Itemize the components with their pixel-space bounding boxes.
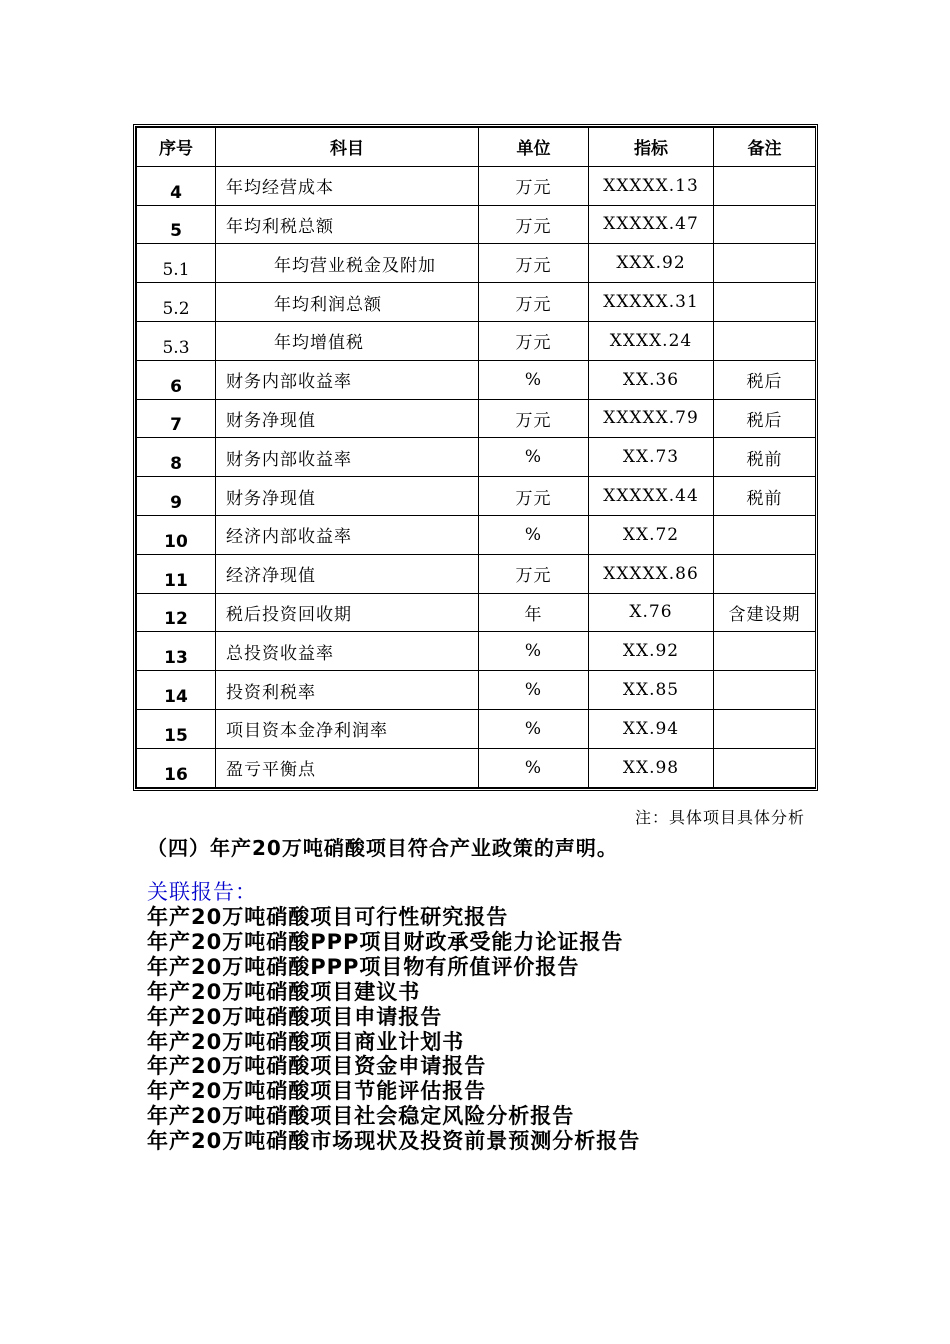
table-row [137, 477, 816, 516]
row-unit: 万元 [479, 205, 589, 244]
row-remark: 税前 [714, 438, 816, 477]
related-report-item: 年产20万吨硝酸项目可行性研究报告 [147, 905, 509, 929]
row-subject: 总投资收益率 [216, 632, 479, 671]
header-subject: 科目 [216, 128, 479, 167]
related-report-item: 年产20万吨硝酸市场现状及投资前景预测分析报告 [147, 1129, 641, 1154]
row-value: XX.36 [589, 360, 714, 399]
row-subject: 财务净现值 [216, 477, 479, 516]
row-number: 5.2 [137, 283, 216, 322]
row-subject: 财务净现值 [216, 399, 479, 438]
header-remark: 备注 [714, 128, 816, 167]
row-value: XX.92 [589, 632, 714, 671]
row-remark [714, 321, 816, 360]
row-number: 10 [137, 515, 216, 554]
table-row [137, 593, 816, 632]
row-number: 6 [137, 360, 216, 399]
related-report-item: 年产20万吨硝酸项目资金申请报告 [147, 1054, 487, 1079]
table-row [137, 360, 816, 399]
row-number: 15 [137, 709, 216, 748]
related-reports [147, 880, 640, 1154]
table-row [137, 709, 816, 748]
related-report-item: 年产20万吨硝酸项目申请报告 [147, 1004, 443, 1029]
table-row [137, 283, 816, 322]
row-number: 16 [137, 748, 216, 787]
table-row [137, 554, 816, 593]
row-unit: % [479, 438, 589, 477]
table-row [137, 399, 816, 438]
row-value: XXXXX.13 [589, 166, 714, 205]
row-remark [714, 515, 816, 554]
row-unit: 万元 [479, 244, 589, 283]
row-subject: 税后投资回收期 [216, 593, 479, 632]
row-unit: 万元 [479, 554, 589, 593]
row-value: XX.72 [589, 515, 714, 554]
related-report-item: 年产20万吨硝酸项目商业计划书 [147, 1029, 465, 1054]
row-number: 4 [137, 166, 216, 205]
row-subject: 财务内部收益率 [216, 438, 479, 477]
row-value: XXXXX.47 [589, 205, 714, 244]
related-report-item: 年产20万吨硝酸项目建议书 [147, 979, 421, 1004]
table-row [137, 205, 816, 244]
table-row [137, 671, 816, 710]
row-remark [714, 166, 816, 205]
row-remark [714, 205, 816, 244]
row-subject: 年均经营成本 [216, 166, 479, 205]
row-remark: 税后 [714, 360, 816, 399]
row-number: 14 [137, 671, 216, 710]
row-value: XX.94 [589, 709, 714, 748]
row-unit: 年 [479, 593, 589, 632]
row-remark: 含建设期 [714, 593, 816, 632]
row-number: 7 [137, 399, 216, 438]
row-unit: 万元 [479, 477, 589, 516]
table-row [137, 515, 816, 554]
row-subject: 年均利税总额 [216, 205, 479, 244]
row-value: XX.73 [589, 438, 714, 477]
row-value: XXX.92 [589, 244, 714, 283]
row-unit: 万元 [479, 399, 589, 438]
table-row [137, 632, 816, 671]
row-remark [714, 283, 816, 322]
related-report-item: 年产20万吨硝酸PPP项目物有所值评价报告 [147, 954, 580, 979]
row-remark [714, 244, 816, 283]
row-number: 8 [137, 438, 216, 477]
table-header-row [137, 128, 816, 167]
table-note: 注：具体项目具体分析 [634, 808, 805, 827]
row-remark: 税前 [714, 477, 816, 516]
indicator-table [133, 124, 818, 791]
header-no: 序号 [137, 128, 216, 167]
row-remark: 税后 [714, 399, 816, 438]
related-report-item: 年产20万吨硝酸项目节能评估报告 [147, 1079, 487, 1104]
related-reports-list [147, 905, 640, 1154]
policy-statement-heading: （四）年产20万吨硝酸项目符合产业政策的声明。 [147, 836, 618, 860]
row-unit: % [479, 748, 589, 787]
row-subject: 年均营业税金及附加 [216, 244, 479, 283]
row-unit: % [479, 709, 589, 748]
table-row [137, 321, 816, 360]
row-remark [714, 671, 816, 710]
row-subject: 年均增值税 [216, 321, 479, 360]
row-number: 5.1 [137, 244, 216, 283]
row-value: XXXXX.79 [589, 399, 714, 438]
table-row [137, 244, 816, 283]
row-value: XX.98 [589, 748, 714, 787]
row-number: 9 [137, 477, 216, 516]
table-row [137, 438, 816, 477]
row-value: XXXXX.86 [589, 554, 714, 593]
table-body [137, 166, 816, 787]
row-subject: 经济内部收益率 [216, 515, 479, 554]
row-value: XXXXX.31 [589, 283, 714, 322]
row-unit: % [479, 515, 589, 554]
row-remark [714, 632, 816, 671]
table-row [137, 166, 816, 205]
row-unit: 万元 [479, 283, 589, 322]
row-subject: 财务内部收益率 [216, 360, 479, 399]
row-subject: 投资利税率 [216, 671, 479, 710]
row-number: 12 [137, 593, 216, 632]
header-indicator: 指标 [589, 128, 714, 167]
row-number: 13 [137, 632, 216, 671]
related-reports-heading: 关联报告： [147, 880, 257, 904]
row-subject: 项目资本金净利润率 [216, 709, 479, 748]
row-value: XX.85 [589, 671, 714, 710]
related-report-item: 年产20万吨硝酸PPP项目财政承受能力论证报告 [147, 929, 624, 954]
row-unit: % [479, 632, 589, 671]
row-unit: % [479, 671, 589, 710]
row-subject: 年均利润总额 [216, 283, 479, 322]
row-remark [714, 554, 816, 593]
table-row [137, 748, 816, 787]
row-value: XXXX.24 [589, 321, 714, 360]
row-unit: 万元 [479, 166, 589, 205]
row-remark [714, 748, 816, 787]
row-subject: 盈亏平衡点 [216, 748, 479, 787]
row-unit: % [479, 360, 589, 399]
row-subject: 经济净现值 [216, 554, 479, 593]
indicator-table-grid [136, 127, 816, 788]
row-value: XXXXX.44 [589, 477, 714, 516]
row-value: X.76 [589, 593, 714, 632]
header-unit: 单位 [479, 128, 589, 167]
row-number: 5.3 [137, 321, 216, 360]
row-number: 11 [137, 554, 216, 593]
row-unit: 万元 [479, 321, 589, 360]
row-number: 5 [137, 205, 216, 244]
related-report-item: 年产20万吨硝酸项目社会稳定风险分析报告 [147, 1104, 575, 1129]
row-remark [714, 709, 816, 748]
